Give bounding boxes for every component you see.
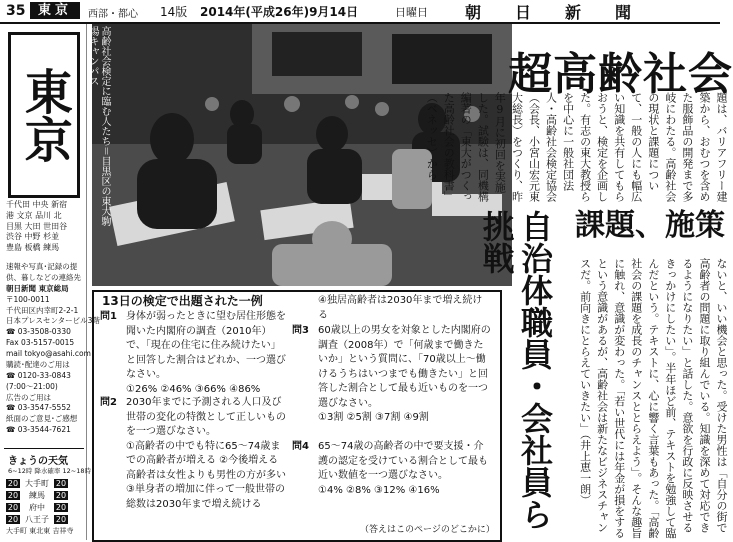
section-label: 東京 [30,2,80,19]
weather-prob-am: 20 [7,479,19,488]
contact-line: ☎ 03-3508-0330 [6,327,71,337]
quiz-question [292,440,492,498]
quiz-question [100,310,286,397]
area-line: 千代田 中央 新宿 [6,200,68,209]
question-number: 問4 [292,441,309,452]
area-list [6,200,82,258]
weather-row [6,514,84,526]
weather-place: 大手町 [25,479,49,488]
question-number: 問1 [100,311,117,322]
weather-prob-pm: 20 [55,479,67,488]
weather-prob-am: 20 [7,503,19,512]
weather-prob-am: 20 [7,515,19,524]
area-line: 目黒 大田 世田谷 [6,221,68,231]
contact-info [6,262,100,436]
edition-label: 西部・都心 [88,9,138,20]
contact-line: 千代田区内幸町2-2-1 [6,305,79,315]
version-label: 14版 [160,5,188,19]
weather-footer: 大手町 東北東 吉祥寺 [6,527,74,535]
issue-date: 2014年(平成26年)9月14日 [200,5,359,19]
question-text: 60歳以上の男女を対象とした内閣府の調査（2008年）で「何歳まで働きたいか」という質問に、「70歳以上～働けるうちはいつまでも働きたい」と回答した割合として最も近いものを一つ選びなさい。 [318,325,491,409]
question-number: 問3 [292,325,309,336]
issue-weekday: 日曜日 [395,6,428,19]
page-number: 35 [6,3,26,19]
area-line: 渋谷 中野 杉並 [6,232,60,242]
photo-caption: 高齢社会検定に臨む人たち＝目黒区の東大駒場キャンパス [87,26,110,226]
contact-line: 紙面のご意見･ご感想 [6,414,78,424]
weather-prob-pm: 20 [55,491,67,500]
article-body-bottom: ないと、いい機会と思った。受けた男性は「自分の街で高齢者の問題に取り組んでいる。知識を深めて対応できるようになりたい」と話した。意欲を行政に反映させるきっかけにしたい」。半年ほど前、テキストを勉強して臨んだという。テキストに、心に響く言葉もあった。「高齢社会の課題を成長のチャンスととらえよう」。そんな趣旨に触れ、意識が変わった。「若い世代には年金が損をするという意識があるが、高齢社会は新たなビジネスチャンスだ。前向きにとらえていきたい」（井上恵一朗） [578,258,728,539]
quiz-title: 13日の検定で出題された一例 [102,294,263,308]
contact-line: mail tokyo@asahi.com [6,349,91,358]
article-body-top: 題は、バリアフリー建築から、おむつを含めた服飾品の開発まで多岐にわたる。高齢社会の現状と課題について、一般の人にも幅広い知識を共有してもらおうと、検定を企画した。有志の東大教授らを中心に一般社団法人・高齢社会検定協会（会長、小宮山宏元東大総長）をつくり、昨年9月に初回を実施した。試験は、同機構編著の「東大がつくった高齢社会の教科書」（ベネッセ）から [425,92,728,202]
weather-row [6,478,84,490]
contact-line: 日本プレスセンタービル3階 [6,316,100,326]
contact-line: 〒100-0011 [6,294,50,304]
weather-prob-pm: 20 [55,503,67,512]
weather-row [6,490,84,502]
quiz-question [100,396,286,512]
article-headline: 超高齢社会 [508,49,733,100]
contact-line: (7:00～21:00) [6,381,58,391]
article-subhead: 課題、施策 [575,208,725,243]
contact-line: ☎ 03-3544-7621 [6,425,71,435]
contact-line: 朝日新聞 東京総局 [6,283,69,293]
area-line: 豊島 板橋 練馬 [6,243,60,253]
question-options: ①高齢者の中でも特に65～74歳までの高齢者が増える ②今後増える高齢者は女性よりも男性の方が多い ③単身者の増加に伴って一般世帯の総数は2030年まで増え続ける [126,440,286,510]
weather-subtitle: 6~12時 降水確率 12~18時 [8,467,91,475]
contact-line: ☎ 0120-33-0843 [6,370,71,380]
quiz-question [292,294,492,323]
question-text: 65～74歳の高齢者の中で要支援・介護の認定を受けている割合として最も近い数値を一つ選びなさい。 [318,441,488,481]
contact-line: 広告のご用は [6,392,51,402]
question-text: 2030年までに予測される人口及び世帯の変化の特徴として正しいものを一つ選びなさい。 [126,397,286,437]
contact-line: 速報や写真･記録の提 [6,262,78,271]
answer-note: （答えはこのページのどこかに） [360,525,495,535]
question-options: ①4% ②8% ③12% ④16% [318,484,440,496]
weather-prob-am: 20 [7,491,19,500]
weather-place: 八王子 [25,515,49,524]
weather-row [6,502,84,514]
article-vertical-headline: 自治体職員・会社員ら挑戦 [477,210,554,530]
newspaper-masthead: 朝日新聞 [465,3,666,22]
question-options: ①3割 ②5割 ③7割 ④9割 [318,412,429,423]
question-number: 問2 [100,397,117,408]
section-title-vertical: 東京 [8,32,80,198]
weather-prob-pm: 20 [55,515,67,524]
contact-line: ☎ 03-3547-5552 [6,403,71,413]
question-text: ④独居高齢者は2030年まで増え続ける [318,295,483,321]
contact-line: 供、暮しなどの連絡先 [6,272,81,282]
contact-line: 購読･配達のご用は [6,359,70,369]
weather-place: 府中 [29,503,45,512]
weather-place: 練馬 [29,491,45,500]
quiz-question [292,324,492,426]
question-options: ①26% ②46% ③66% ④86% [126,383,261,395]
question-text: 身体が弱ったときに望む居住形態を聞いた内閣府の調査（2010年）で、「現在の住宅に住み続けたい」と回答した割合はどれか、一つ選びなさい。 [126,311,286,380]
contact-line: Fax 03-5157-0015 [6,338,75,348]
area-line: 港 文京 品川 北 [6,210,62,220]
weather-title: きょうの天気 [8,456,68,467]
